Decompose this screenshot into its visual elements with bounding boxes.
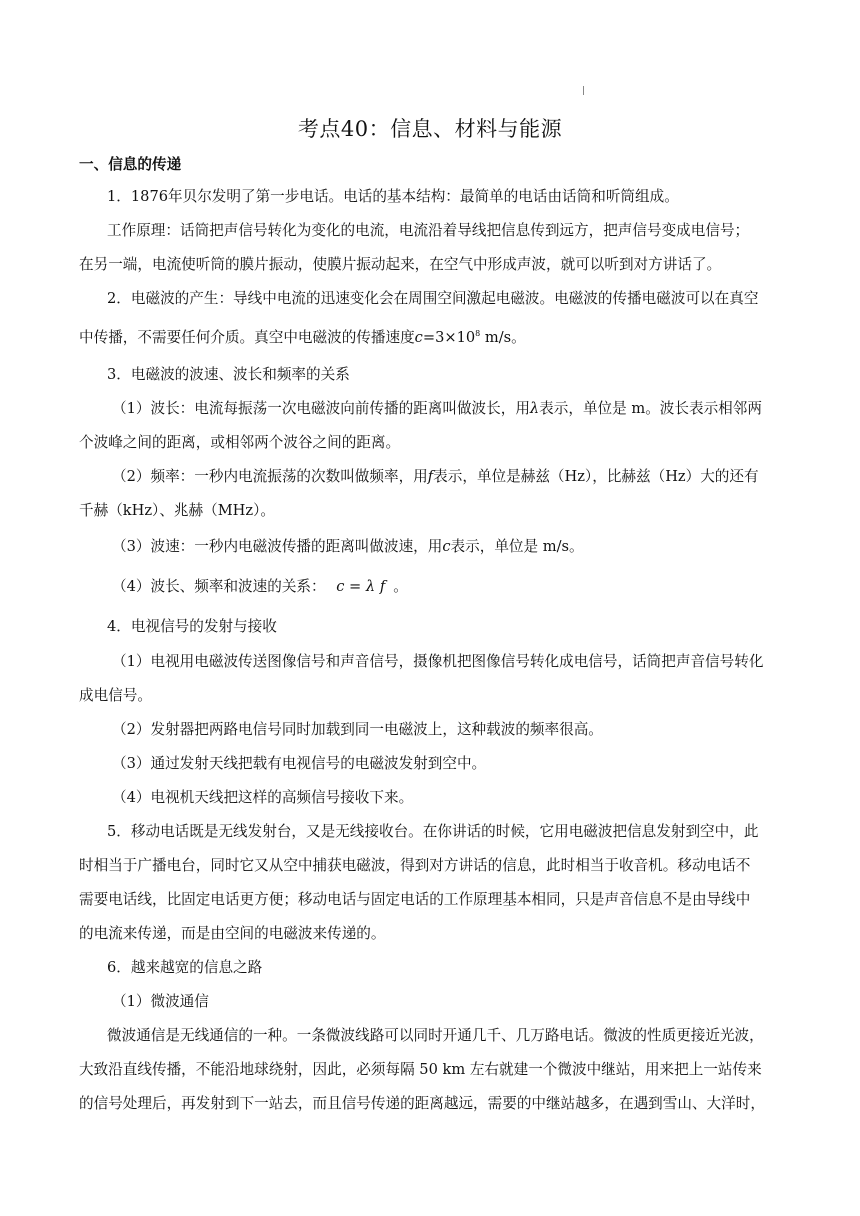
- text-run: =3×10: [422, 329, 476, 346]
- paragraph-line: 的信号处理后，再发射到下一站去，而且信号传递的距离越远，需要的中继站越多，在遇到雪山、大洋时，: [79, 1095, 765, 1112]
- paragraph-line: [112, 576, 408, 598]
- paragraph-line: （3）通过发射天线把载有电视信号的电磁波发射到空中。: [112, 755, 487, 772]
- paragraph-line: 在另一端，电流使听筒的膜片振动，使膜片振动起来，在空气中形成声波，就可以听到对方讲话了。: [79, 256, 722, 273]
- text-run: 表示，单位是 m/s。: [450, 538, 584, 555]
- paragraph-line: 需要电话线，比固定电话更方便；移动电话与固定电话的工作原理基本相同，只是声音信息不是由导线中: [79, 891, 751, 908]
- paragraph-line: 大致沿直线传播，不能沿地球绕射，因此，必须每隔 50 km 左右就建一个微波中继站，用来把上一站传来: [79, 1061, 762, 1078]
- paragraph-line: 的电流来传递，而是由空间的电磁波来传递的。: [79, 925, 386, 942]
- page-title: 考点40：信息、材料与能源: [297, 117, 563, 141]
- paragraph-line: 4．电视信号的发射与接收: [107, 618, 277, 635]
- paragraph-line: （2）发射器把两路电信号同时加载到同一电磁波上，这种载波的频率很高。: [112, 721, 603, 738]
- section-heading: 一、信息的传递: [79, 156, 182, 173]
- variable-c: c: [414, 329, 423, 346]
- paragraph-line: 时相当于广播电台，同时它又从空中捕获电磁波，得到对方讲话的信息，此时相当于收音机。移动电话不: [79, 857, 751, 874]
- paragraph-line: 3．电磁波的波速、波长和频率的关系: [107, 366, 350, 383]
- variable-c: c: [442, 538, 451, 555]
- paragraph-line: [112, 536, 584, 558]
- text-run: 中传播，不需要任何介质。真空中电磁波的传播速度: [79, 329, 415, 346]
- formula: c = λ f: [336, 578, 386, 595]
- text-run: m/s。: [480, 329, 526, 346]
- paragraph-line: （1）微波通信: [112, 993, 209, 1010]
- paragraph-line: （1）电视用电磁波传送图像信号和声音信号，摄像机把图像信号转化成电信号，话筒把声音信号转化: [112, 653, 764, 670]
- paragraph-line: 微波通信是无线通信的一种。一条微波线路可以同时开通几千、几万路电话。微波的性质更接近光波，: [107, 1027, 764, 1044]
- text-run: 。: [393, 578, 408, 595]
- paragraph-line: 2．电磁波的产生：导线中电流的迅速变化会在周围空间激起电磁波。电磁波的传播电磁波可以在真空: [107, 290, 759, 307]
- text-run: 表示，单位是 m。波长表示相邻两: [539, 400, 762, 417]
- text-run: 表示，单位是赫兹（Hz），比赫兹（Hz）大的还有: [433, 468, 759, 485]
- paragraph-line: [79, 327, 526, 349]
- text-run: （3）波速：一秒内电磁波传播的距离叫做波速，用: [112, 538, 443, 555]
- paragraph-line: 个波峰之间的距离，或相邻两个波谷之间的距离。: [79, 434, 401, 451]
- text-run: （1）波长：电流每振荡一次电磁波向前传播的距离叫做波长，用: [112, 400, 530, 417]
- text-run: （4）波长、频率和波速的关系：: [112, 578, 326, 595]
- paragraph-line: 6．越来越宽的信息之路: [107, 959, 263, 976]
- paragraph-line: （4）电视机天线把这样的高频信号接收下来。: [112, 789, 414, 806]
- exponent: 8: [475, 329, 481, 338]
- variable-f: f: [427, 468, 434, 485]
- paragraph-line: 工作原理：话筒把声信号转化为变化的电流，电流沿着导线把信息传到远方，把声信号变成电信号；: [107, 222, 750, 239]
- variable-lambda: λ: [529, 400, 540, 417]
- page-marker: [583, 86, 584, 95]
- text-run: （2）频率：一秒内电流振荡的次数叫做频率，用: [112, 468, 428, 485]
- paragraph-line: [112, 466, 759, 488]
- paragraph-line: 5．移动电话既是无线发射台，又是无线接收台。在你讲话的时候，它用电磁波把信息发射到空中，此: [107, 823, 759, 840]
- paragraph-line: 1．1876年贝尔发明了第一步电话。电话的基本结构：最简单的电话由话筒和听筒组成。: [107, 188, 679, 205]
- paragraph-line: [112, 398, 762, 420]
- paragraph-line: 成电信号。: [79, 687, 152, 704]
- paragraph-line: 千赫（kHz）、兆赫（MHz）。: [79, 502, 275, 519]
